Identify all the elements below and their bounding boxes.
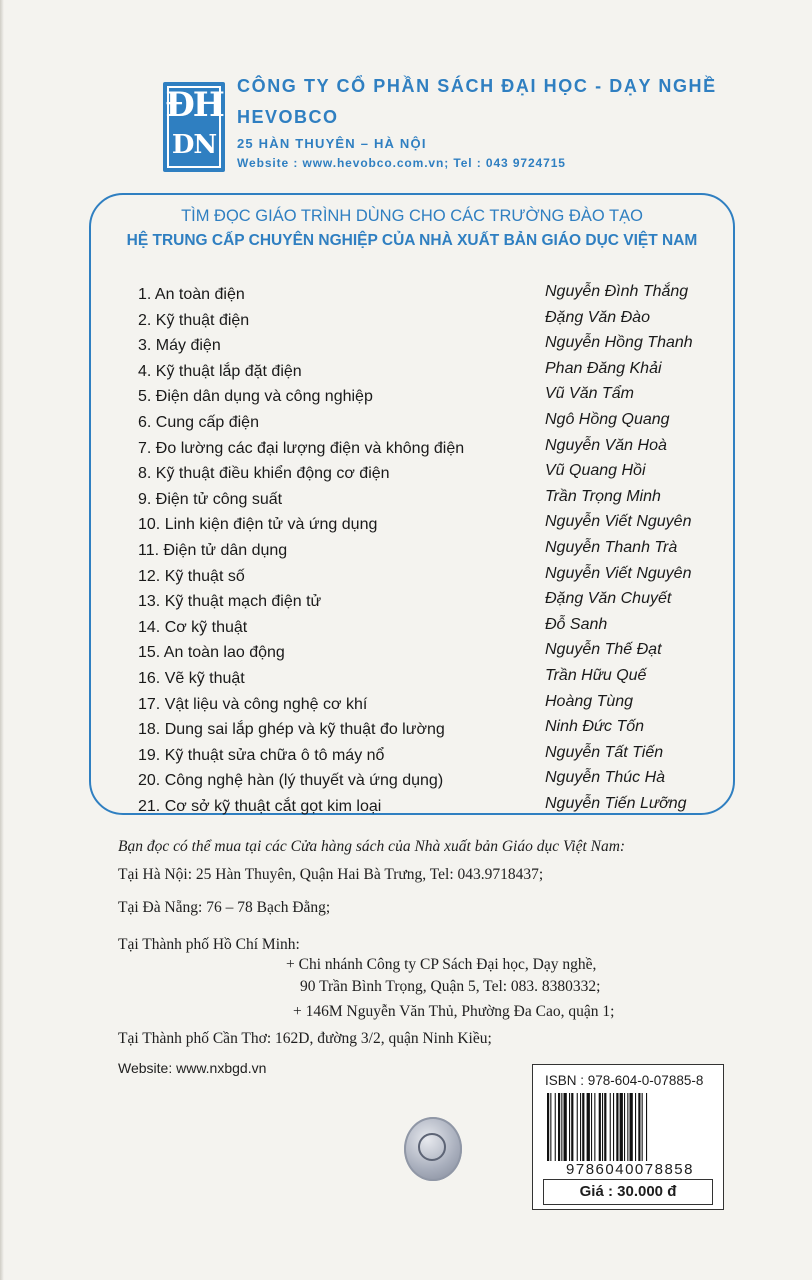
publisher-address: 25 HÀN THUYÊN – HÀ NỘI [237,136,427,151]
book-title: 11. Điện tử dân dụng [138,542,288,559]
book-author: Đỗ Sanh [545,615,608,633]
stores-website[interactable]: Website: www.nxbgd.vn [118,1060,267,1076]
book-author: Nguyễn Tiến Lưỡng [545,795,687,812]
book-author: Nguyễn Hồng Thanh [545,334,693,352]
book-title: 9. Điện tử công suất [138,490,283,508]
book-author: Trần Trọng Minh [545,487,661,505]
book-title: 16. Vẽ kỹ thuật [138,670,245,687]
book-author: Nguyễn Thế Đạt [545,641,662,659]
book-author: Đặng Văn Chuyết [545,590,672,608]
book-title: 20. Công nghệ hàn (lý thuyết và ứng dụng) [138,772,444,790]
barcode [547,1093,713,1161]
book-list [91,195,733,813]
book-author: Nguyễn Viết Nguyên [545,513,692,531]
book-author: Ngô Hồng Quang [545,411,670,428]
book-author: Trần Hữu Quế [545,667,647,684]
book-author: Nguyễn Thúc Hà [545,769,666,787]
book-title: 19. Kỹ thuật sửa chữa ô tô máy nổ [138,746,385,764]
barcode-digits: 9786040078858 [566,1161,694,1178]
book-author: Nguyễn Đình Thắng [545,283,689,300]
book-author: Vũ Văn Tẩm [545,385,634,403]
book-title: 14. Cơ kỹ thuật [138,618,248,636]
store-hcm-heading: Tại Thành phố Hồ Chí Minh: [118,936,300,953]
book-author: Nguyễn Thanh Trà [545,539,678,556]
panel-subtitle: HỆ TRUNG CẤP CHUYÊN NGHIỆP CỦA NHÀ XUẤT BẢN GIÁO DỤC VIỆT NAM [126,232,698,249]
book-row [91,591,733,617]
stores-intro: Bạn đọc có thể mua tại các Cửa hàng sách của Nhà xuất bản Giáo dục Việt Nam: [118,838,626,855]
book-title: 13. Kỹ thuật mạch điện tử [138,593,322,611]
book-row [91,796,733,822]
book-title: 6. Cung cấp điện [138,414,259,431]
book-author: Vũ Quang Hồi [545,462,646,480]
book-title: 15. An toàn lao động [138,644,285,662]
isbn-label: ISBN : 978-604-0-07885-8 [545,1073,704,1088]
book-author: Phan Đăng Khải [545,359,662,377]
store-danang: Tại Đà Nẵng: 76 – 78 Bạch Đằng; [118,899,331,916]
book-row [91,668,733,694]
book-title: 8. Kỹ thuật điều khiển động cơ điện [138,465,390,483]
book-title: 2. Kỹ thuật điện [138,311,250,329]
book-author: Nguyễn Viết Nguyên [545,564,692,582]
store-hanoi: Tại Hà Nội: 25 Hàn Thuyên, Quận Hai Bà Trưng, Tel: 043.9718437; [118,866,544,883]
book-author: Hoàng Tùng [545,692,634,710]
book-title: 4. Kỹ thuật lắp đặt điện [138,362,302,380]
publisher-logo [163,82,225,172]
publisher-website-line[interactable]: Website : www.hevobco.com.vn; Tel : 043 9724715 [237,156,566,170]
book-title: 12. Kỹ thuật số [138,567,245,585]
book-title: 21. Cơ sở kỹ thuật cắt gọt kim loại [138,798,382,815]
panel-title: TÌM ĐỌC GIÁO TRÌNH DÙNG CHO CÁC TRƯỜNG ĐÀO TẠO [181,207,643,225]
seal-emblem-icon [418,1133,446,1161]
book-title: 10. Linh kiện điện tử và ứng dụng [138,516,378,534]
book-author: Đặng Văn Đào [545,308,650,326]
hologram-seal [404,1117,462,1181]
isbn-box [532,1064,724,1210]
book-title: 18. Dung sai lắp ghép và kỹ thuật đo lường [138,721,445,739]
book-author: Nguyễn Tất Tiến [545,743,664,761]
publisher-company-name: CÔNG TY CỔ PHẦN SÁCH ĐẠI HỌC - DẠY NGHỀ [237,76,717,96]
publisher-brand: HEVOBCO [237,107,339,127]
store-cantho: Tại Thành phố Cần Thơ: 162D, đường 3/2, quận Ninh Kiều; [118,1030,492,1047]
store-hcm-branch: + Chi nhánh Công ty CP Sách Đại học, Dạy nghề, [286,956,597,973]
book-author: Ninh Đức Tốn [545,718,645,736]
book-title: 7. Đo lường các đại lượng điện và không điện [138,439,465,457]
book-list-panel [89,193,735,815]
book-title: 5. Điện dân dụng và công nghiệp [138,388,373,406]
logo-top-letters: ĐH [165,85,223,125]
book-title: 17. Vật liệu và công nghệ cơ khí [138,695,368,713]
price-label: Giá : 30.000 đ [543,1179,713,1205]
book-title: 3. Máy điện [138,337,221,355]
book-row [91,361,733,387]
book-author: Nguyễn Văn Hoà [545,436,667,454]
store-hcm-branch-address: 90 Trần Bình Trọng, Quận 5, Tel: 083. 8380332; [300,978,601,995]
store-hcm-second: + 146M Nguyễn Văn Thủ, Phường Đa Cao, quận 1; [293,1003,615,1020]
book-title: 1. An toàn điện [138,286,245,303]
logo-bottom-letters: DN [171,130,217,160]
book-spine-edge [0,0,4,1280]
